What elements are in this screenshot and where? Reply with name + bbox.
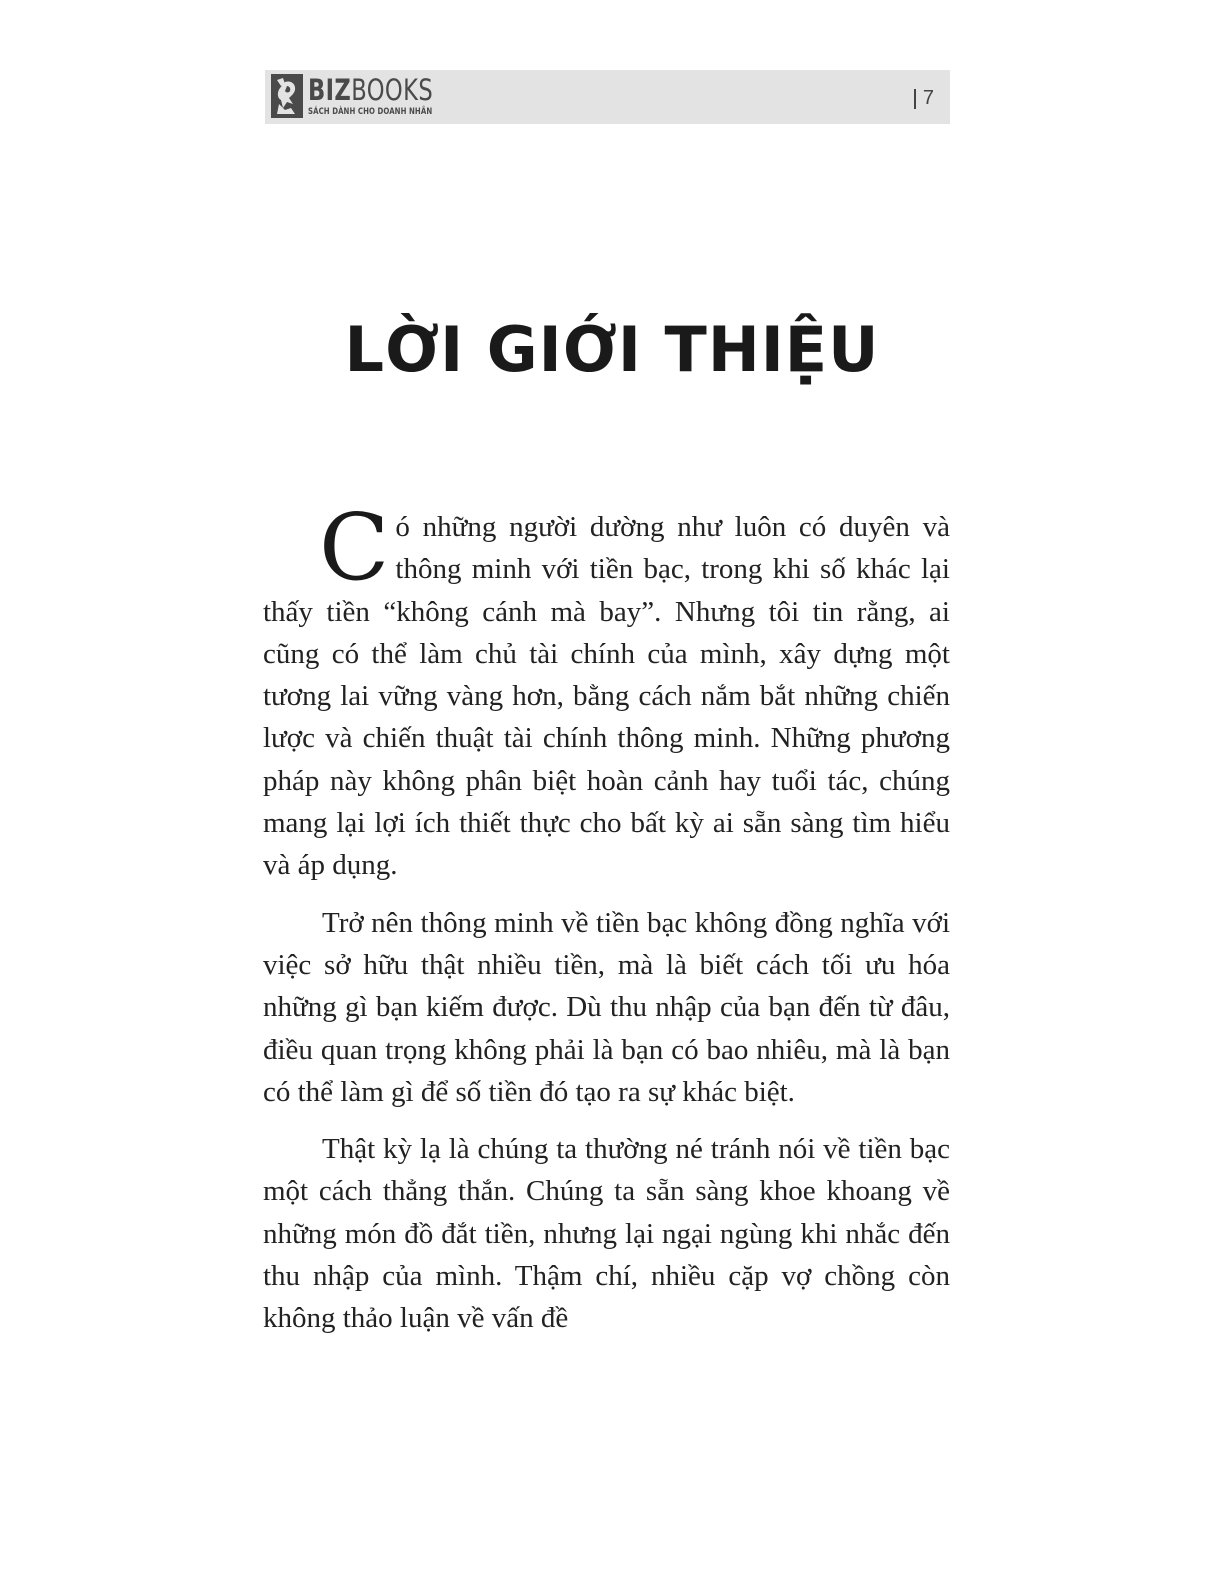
- logo-text: [308, 74, 468, 117]
- page-number-value: 7: [922, 87, 934, 109]
- logo-tagline: SÁCH DÀNH CHO DOANH NHÂN: [308, 107, 433, 117]
- paragraph-2: Trở nên thông minh về tiền bạc không đồng nghĩa với việc sở hữu thật nhiều tiền, mà là biết cách tối ưu hóa những gì bạn kiếm được. Dù thu nhập của bạn đến từ đâu, điều quan trọng không phải là bạn có bao nhiêu, mà là bạn có thể làm gì để số tiền đó tạo ra sự khác biệt.: [263, 906, 950, 1108]
- chapter-title: LỜI GIỚI THIỆU: [344, 313, 880, 386]
- bizbooks-logo-icon: [271, 74, 303, 118]
- page-number-divider: [914, 89, 916, 109]
- logo-brand-bold: BIZ: [308, 73, 352, 107]
- paragraph-1: [263, 494, 950, 887]
- paragraph-1-text: ó những người dường như luôn có duyên và thông minh với tiền bạc, trong khi số khác lại thấy tiền “không cánh mà bay”. Nhưng tôi tin rằng, ai cũng có thể làm chủ tài chính của mình, xây dựng một tương lai vững vàng hơn, bằng cách nắm bắt những chiến lược và chiến thuật tài chính thông minh. Những phương pháp này không phân biệt hoàn cảnh hay tuổi tác, chúng mang lại lợi ích thiết thực cho bất kỳ ai sẵn sàng tìm hiểu và áp dụng.: [263, 511, 950, 882]
- page-number: [914, 87, 934, 110]
- paragraph-3: Thật kỳ lạ là chúng ta thường né tránh nói về tiền bạc một cách thẳng thắn. Chúng ta sẵn sàng khoe khoang về những món đồ đắt tiền, nhưng lại ngại ngùng khi nhắc đến thu nhập của mình. Thậm chí, nhiều cặp vợ chồng còn không thảo luận về vấn đề: [263, 1133, 950, 1335]
- drop-cap: C: [319, 494, 390, 601]
- logo-brand: [308, 74, 433, 106]
- page-header: [265, 70, 950, 124]
- logo-brand-light: BOOKS: [351, 73, 434, 107]
- publisher-logo: [271, 74, 468, 118]
- body-text: [263, 494, 950, 1355]
